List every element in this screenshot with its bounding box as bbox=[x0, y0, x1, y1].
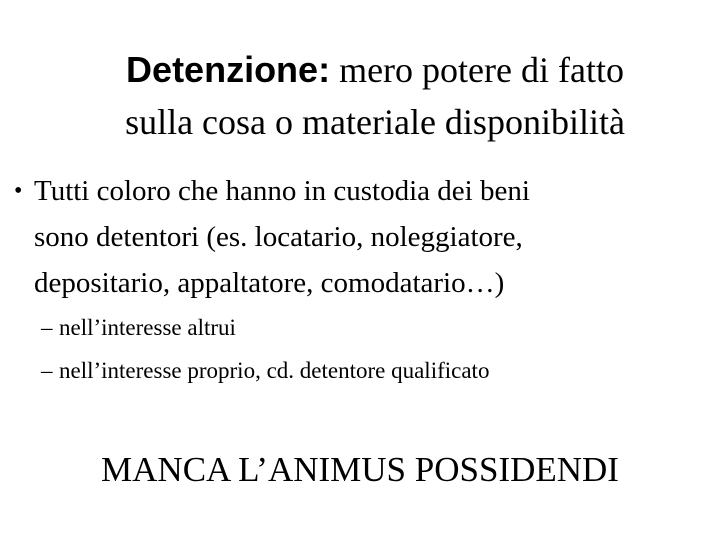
sub-item-altrui bbox=[41, 312, 236, 344]
bullet-line-1: Tutti coloro che hanno in custodia dei beni bbox=[34, 175, 530, 207]
title-line-1 bbox=[0, 44, 720, 96]
title-term: Detenzione: bbox=[126, 49, 331, 90]
slide-title bbox=[0, 44, 720, 148]
sub-item-marker: – bbox=[41, 358, 53, 383]
title-rest: mero potere di fatto bbox=[339, 50, 624, 90]
bullet-line-3: depositario, appaltatore, comodatario…) bbox=[34, 267, 505, 299]
title-line-2: sulla cosa o materiale disponibilità bbox=[125, 102, 625, 142]
sub-item-text: nell’interesse altrui bbox=[59, 315, 236, 340]
footer-statement: MANCA L’ANIMUS POSSIDENDI bbox=[101, 450, 619, 489]
bullet-marker: • bbox=[14, 178, 23, 204]
sub-item-text: nell’interesse proprio, cd. detentore qualificato bbox=[59, 358, 490, 383]
sub-item-marker: – bbox=[41, 315, 53, 340]
bullet-text bbox=[14, 168, 704, 306]
bullet-item bbox=[14, 168, 704, 306]
bullet-line-2: sono detentori (es. locatario, noleggiatore, bbox=[34, 221, 523, 253]
sub-item-proprio bbox=[41, 355, 489, 387]
